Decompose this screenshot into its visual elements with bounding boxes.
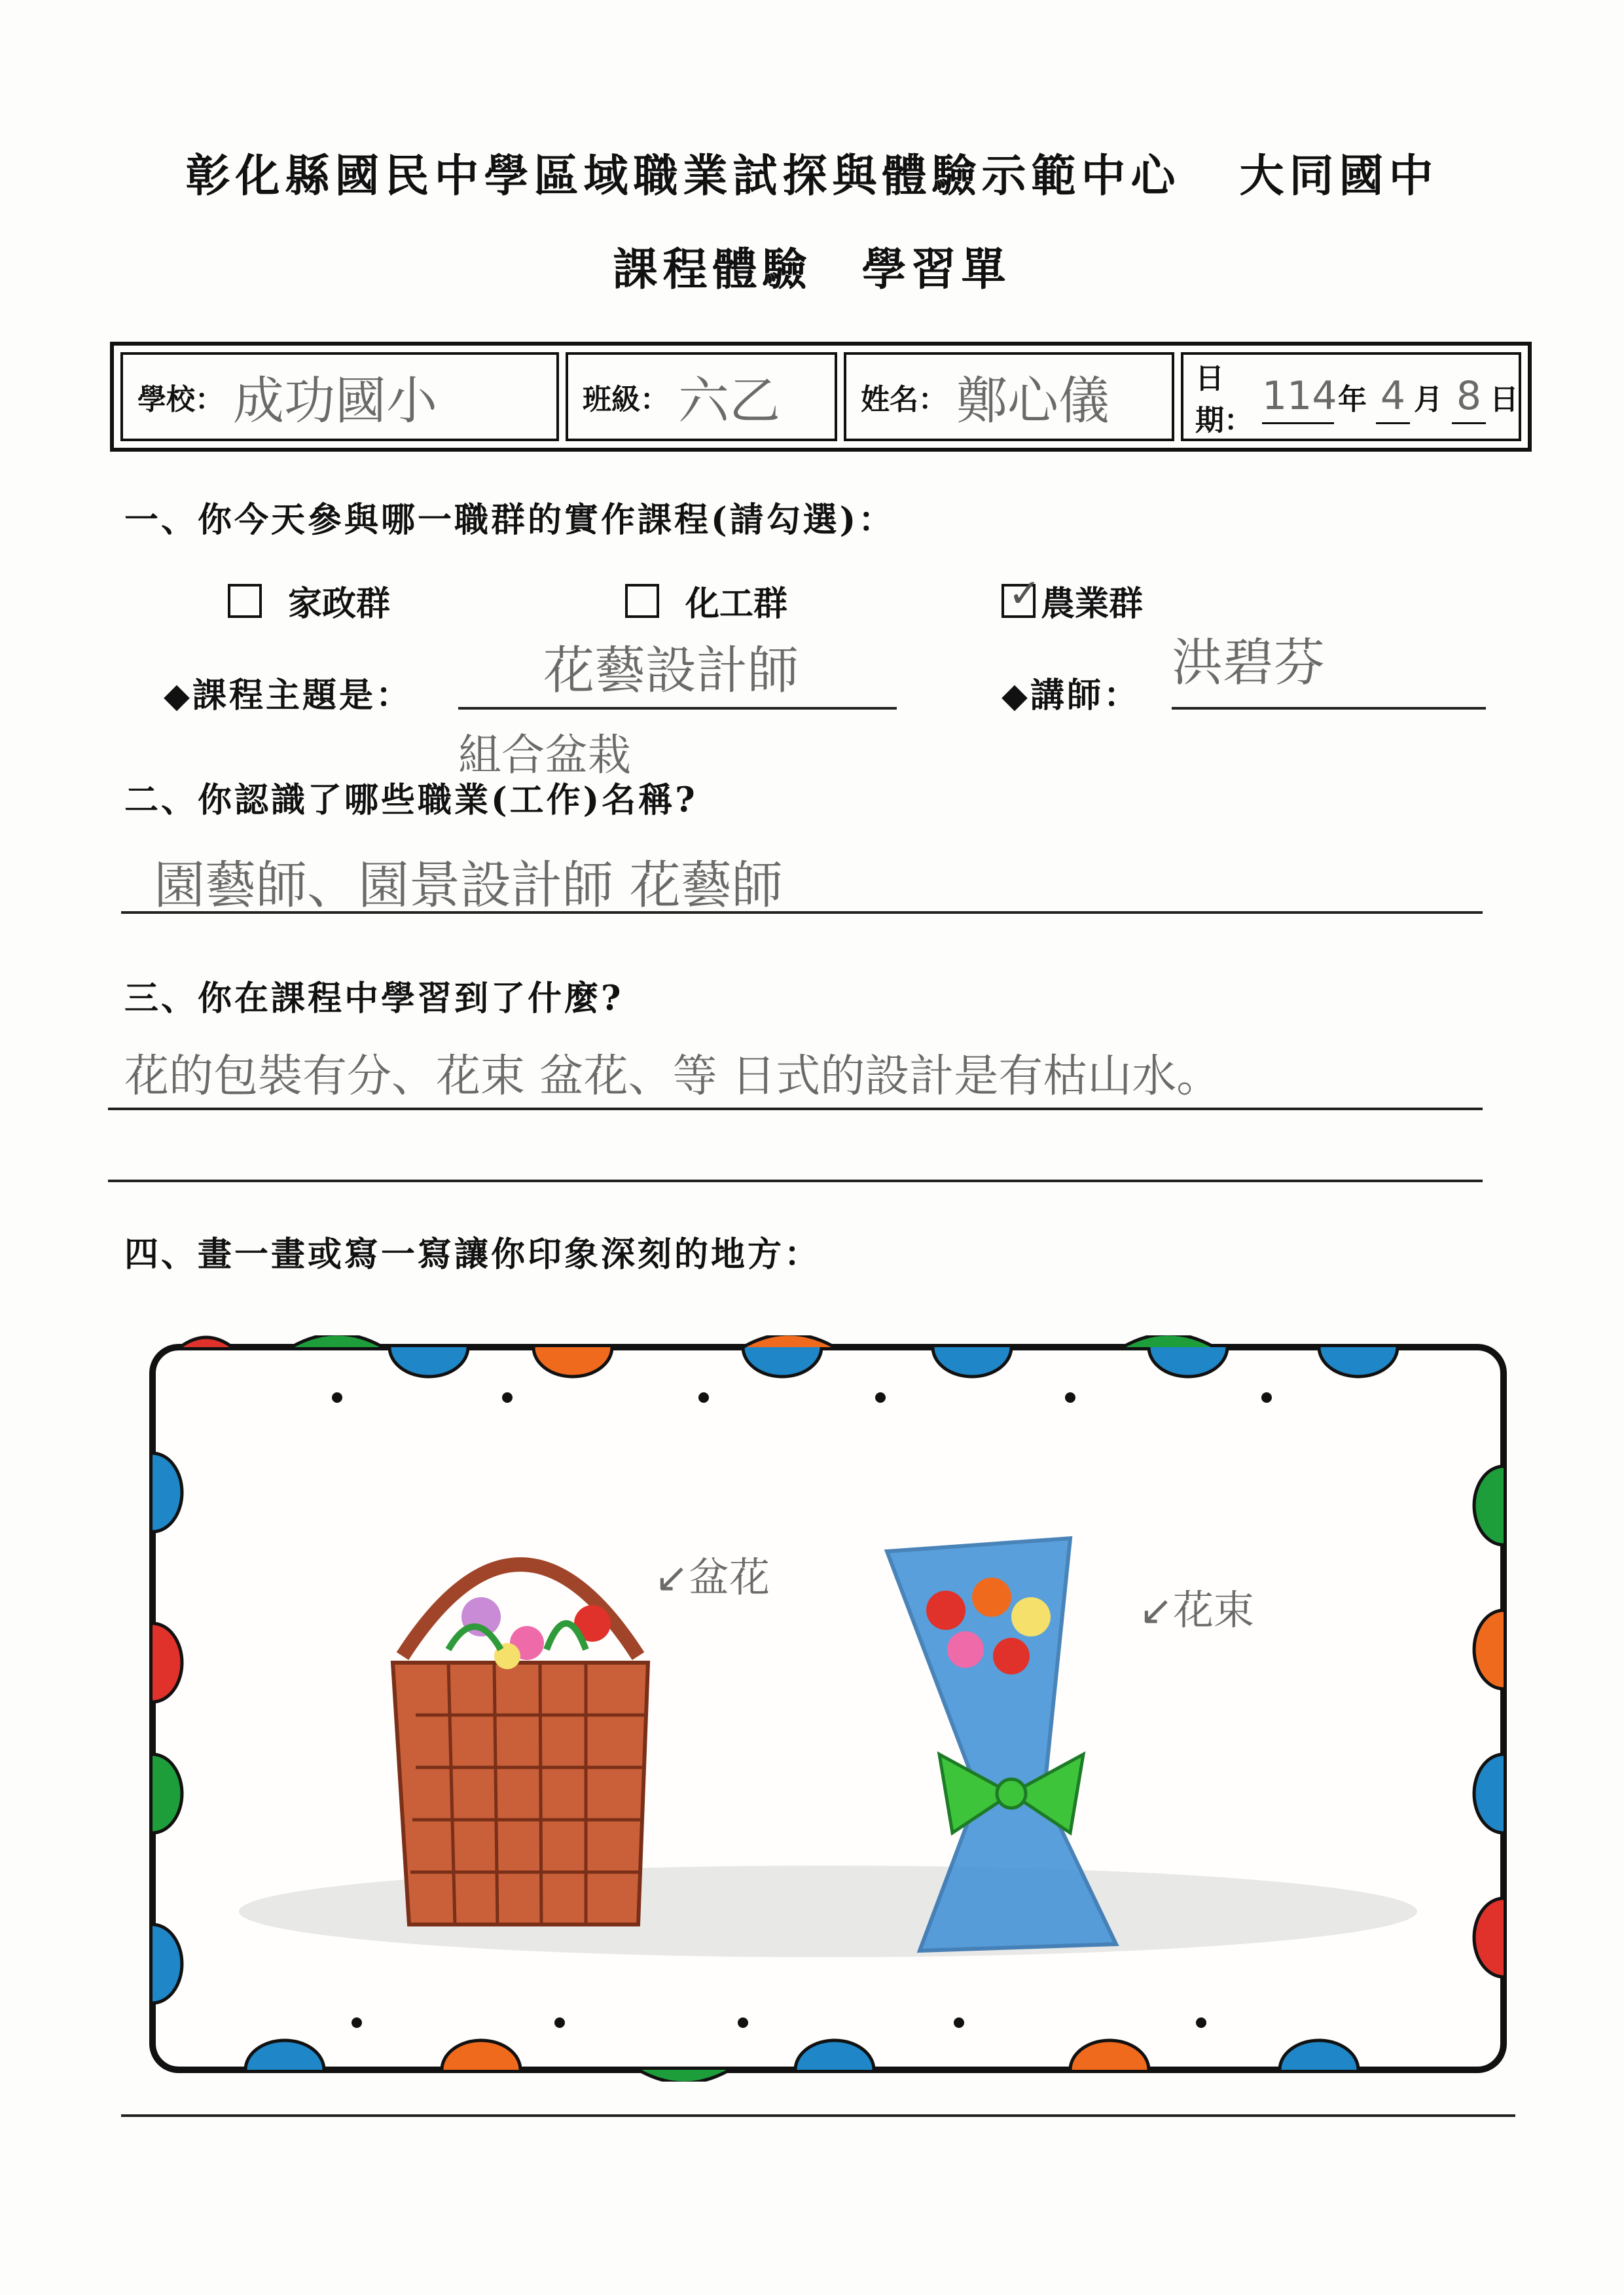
school-value[interactable]: 成功國小 — [233, 372, 438, 431]
checkbox-chemical[interactable] — [625, 584, 659, 618]
option-label: 化工群 — [685, 584, 788, 624]
class-cell — [566, 352, 837, 441]
label-bouquet: ↙花束 — [1139, 1586, 1254, 1634]
option-home-economics[interactable] — [228, 576, 390, 625]
q4-question: 四、畫一畫或寫一寫讓你印象深刻的地方： — [124, 1235, 821, 1274]
topic-value[interactable]: 花藝設計師 — [543, 642, 799, 700]
date-label: 日期： — [1195, 362, 1253, 437]
page-title — [0, 141, 1624, 204]
label-basket: ↙盆花 — [655, 1553, 770, 1601]
checkbox-agriculture[interactable] — [1001, 570, 1041, 618]
option-label: 家政群 — [288, 584, 391, 624]
title-host-school: 大同國中 — [1239, 150, 1439, 202]
teacher-label: ◆講師： — [1001, 676, 1140, 715]
q3-underline-1 — [108, 1108, 1483, 1110]
school-label: 學校： — [137, 383, 224, 416]
topic-sub-value: 組合盆栽 — [458, 730, 631, 780]
check-mark-icon: ✓ — [1008, 570, 1041, 617]
date-day[interactable]: 8 — [1452, 370, 1486, 424]
page-subtitle: 課程體驗 學習單 — [613, 244, 1011, 296]
class-label: 班級： — [583, 383, 669, 416]
name-cell — [844, 352, 1174, 441]
name-value[interactable]: 鄭心儀 — [956, 372, 1110, 431]
frame-border — [153, 1347, 1504, 2070]
name-label: 姓名： — [861, 383, 947, 416]
title-center-name: 彰化縣國民中學區域職業試探與體驗示範中心 — [185, 150, 1181, 202]
teacher-value[interactable]: 洪碧芬 — [1172, 634, 1326, 693]
date-month[interactable]: 4 — [1376, 370, 1410, 424]
class-value[interactable]: 六乙 — [678, 372, 781, 431]
q3-underline-2 — [108, 1180, 1483, 1182]
day-unit: 日 — [1490, 383, 1519, 416]
date-cell — [1181, 352, 1521, 441]
topic-underline — [458, 707, 897, 710]
year-unit: 年 — [1338, 383, 1367, 416]
teacher-underline — [1172, 707, 1486, 710]
option-chemical[interactable] — [625, 576, 787, 625]
q3-question: 三、你在課程中學習到了什麼? — [124, 979, 624, 1019]
option-label: 農業群 — [1041, 584, 1144, 624]
q3-answer[interactable]: 花的包裝有分、花束 盆花、等 日式的設計是有枯山水。 — [124, 1051, 1221, 1102]
school-cell — [120, 352, 559, 441]
q2-answer[interactable]: 園藝師、園景設計師 花藝師 — [154, 856, 783, 915]
topic-label: ◆課程主題是： — [164, 676, 412, 715]
decorative-frame — [141, 1335, 1515, 2082]
info-box — [110, 342, 1532, 452]
checkbox-home-economics[interactable] — [228, 584, 262, 618]
date-year[interactable]: 114 — [1262, 370, 1334, 424]
month-unit: 月 — [1414, 383, 1443, 416]
q2-underline — [121, 911, 1483, 914]
q2-question: 二、你認識了哪些職業(工作)名稱? — [124, 780, 698, 820]
q1-question: 一、你今天參與哪一職群的實作課程(請勾選)： — [124, 500, 895, 540]
option-agriculture[interactable] — [1001, 570, 1144, 625]
q4-underline — [121, 2114, 1515, 2117]
